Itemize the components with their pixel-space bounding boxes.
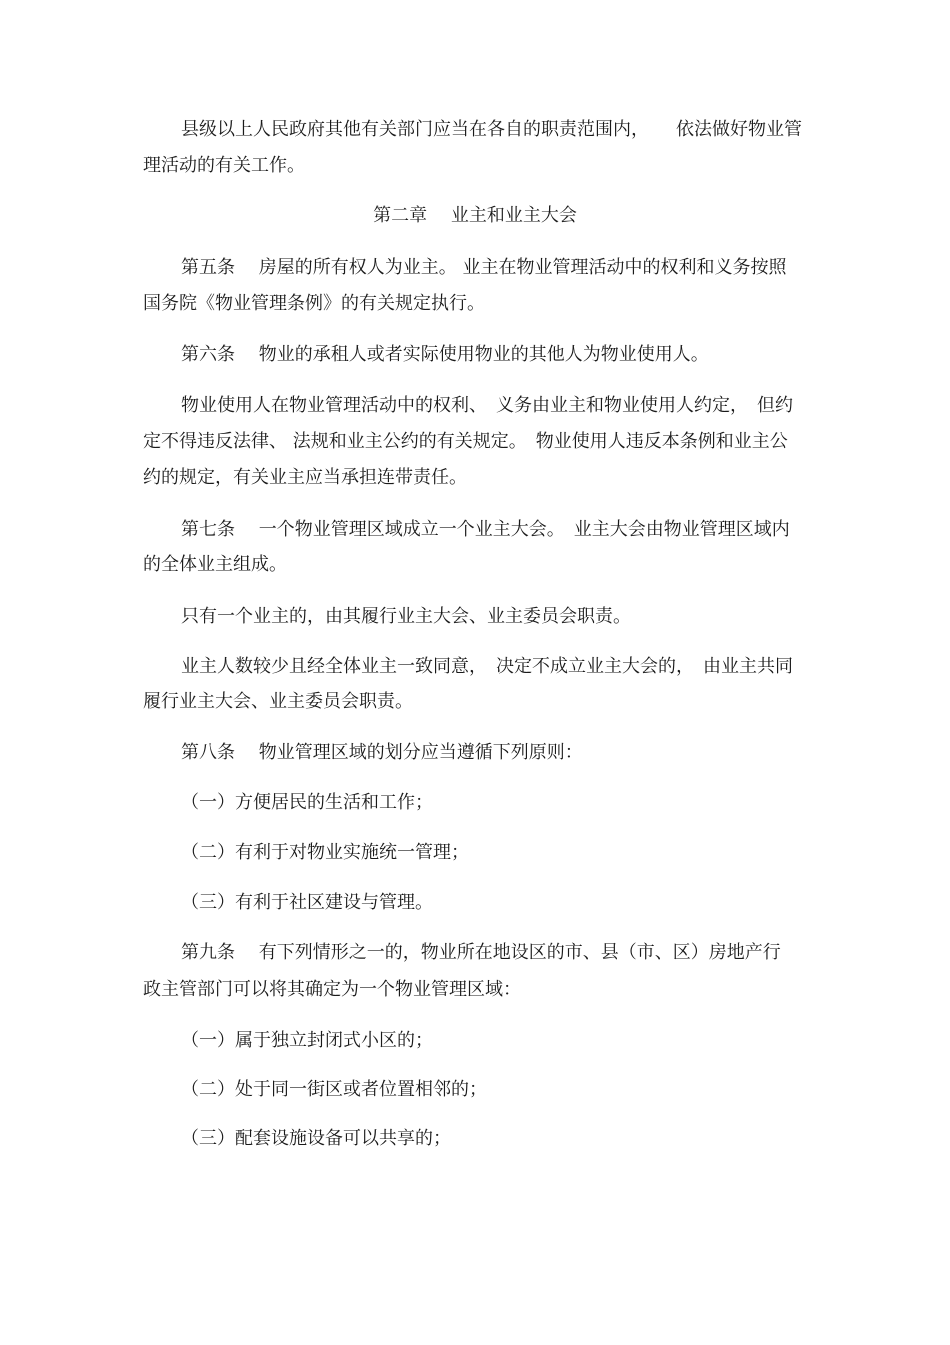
text-line: 第七条 一个物业管理区域成立一个业主大会。 业主大会由物业管理区域内: [181, 519, 790, 540]
text-line: 理活动的有关工作。: [143, 155, 305, 176]
list-item: （二）处于同一街区或者位置相邻的；: [181, 1079, 487, 1100]
text-line: 第五条 房屋的所有权人为业主。 业主在物业管理活动中的权利和义务按照: [181, 257, 787, 278]
list-item: （三）有利于社区建设与管理。: [181, 892, 433, 913]
list-item: （三）配套设施设备可以共享的；: [181, 1128, 451, 1149]
text-line: 国务院《物业管理条例》的有关规定执行。: [143, 293, 485, 314]
text-line: 约的规定，有关业主应当承担连带责任。: [143, 467, 467, 488]
text-line: 第九条 有下列情形之一的，物业所在地设区的市、县（市、区）房地产行: [181, 942, 781, 963]
list-item: （二）有利于对物业实施统一管理；: [181, 842, 469, 863]
chapter-heading: 第二章 业主和业主大会: [373, 205, 577, 226]
text-line: 只有一个业主的，由其履行业主大会、业主委员会职责。: [181, 606, 631, 627]
list-item: （一）属于独立封闭式小区的；: [181, 1030, 433, 1051]
text-line: 第八条 物业管理区域的划分应当遵循下列原则：: [181, 742, 583, 763]
text-line: 履行业主大会、业主委员会职责。: [143, 691, 413, 712]
text-line: 第六条 物业的承租人或者实际使用物业的其他人为物业使用人。: [181, 344, 709, 365]
text-line: 政主管部门可以将其确定为一个物业管理区域：: [143, 979, 521, 1000]
text-line: 县级以上人民政府其他有关部门应当在各自的职责范围内， 依法做好物业管: [181, 119, 802, 140]
text-line: 物业使用人在物业管理活动中的权利、 义务由业主和物业使用人约定， 但约: [181, 395, 793, 416]
text-line: 的全体业主组成。: [143, 554, 287, 575]
text-line: 业主人数较少且经全体业主一致同意， 决定不成立业主大会的， 由业主共同: [181, 656, 793, 677]
list-item: （一）方便居民的生活和工作；: [181, 792, 433, 813]
text-line: 定不得违反法律、 法规和业主公约的有关规定。 物业使用人违反本条例和业主公: [143, 431, 788, 452]
